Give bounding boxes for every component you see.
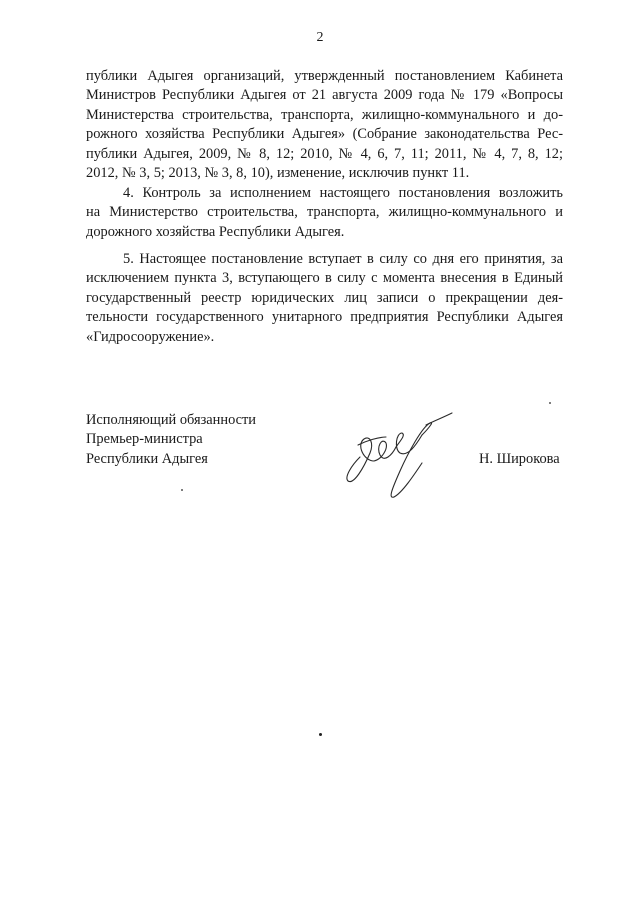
text-line: тельности государственного унитарного предприятия Республики Адыгея: [86, 309, 563, 326]
text-line: публики Адыгея организаций, утвержденный постановлением Кабинета: [86, 68, 563, 84]
signer-title-line: Исполняющий обязанности: [86, 412, 257, 428]
scan-speck: [181, 489, 183, 491]
text-line: 2012, № 3, 5; 2013, № 3, 8, 10), изменение, исключив пункт 11.: [86, 165, 470, 182]
signer-name: Н. Широкова: [479, 451, 560, 467]
text-line: на Министерство строительства, транспорта, жилищно-коммунального и: [86, 204, 563, 221]
signer-title-line: Республики Адыгея: [86, 450, 208, 467]
page-number: 2: [316, 30, 324, 45]
signer-title: [86, 411, 256, 469]
handwritten-signature: [330, 405, 460, 505]
text-line: публики Адыгея, 2009, № 8, 12; 2010, № 4, 6, 7, 11; 2011, № 4, 7, 8, 12;: [86, 145, 563, 162]
text-line: дорожного хозяйства Республики Адыгея.: [86, 223, 345, 240]
scan-speck: [319, 733, 322, 736]
text-line: Министерства строительства, транспорта, жилищно-коммунального и до-: [86, 106, 563, 123]
text-line: государственный реестр юридических лиц записи о прекращении дея-: [86, 289, 563, 306]
signer-title-line: Премьер-министра: [86, 431, 203, 448]
text-line: «Гидросооружение».: [86, 328, 215, 345]
paragraph-item-5: [86, 250, 563, 347]
paragraph-continuation: [86, 67, 563, 183]
text-line: исключением пункта 3, вступающего в силу с момента внесения в Единый: [86, 270, 563, 287]
text-line: 4. Контроль за исполнением настоящего постановления возложить: [123, 185, 563, 201]
scan-speck: [549, 402, 551, 404]
paragraph-item-4: [86, 184, 563, 242]
text-line: Министров Республики Адыгея от 21 августа 2009 года № 179 «Вопросы: [86, 87, 563, 104]
text-line: 5. Настоящее постановление вступает в силу со дня его принятия, за: [123, 251, 563, 267]
text-line: рожного хозяйства Республики Адыгея» (Собрание законодательства Рес-: [86, 126, 563, 143]
